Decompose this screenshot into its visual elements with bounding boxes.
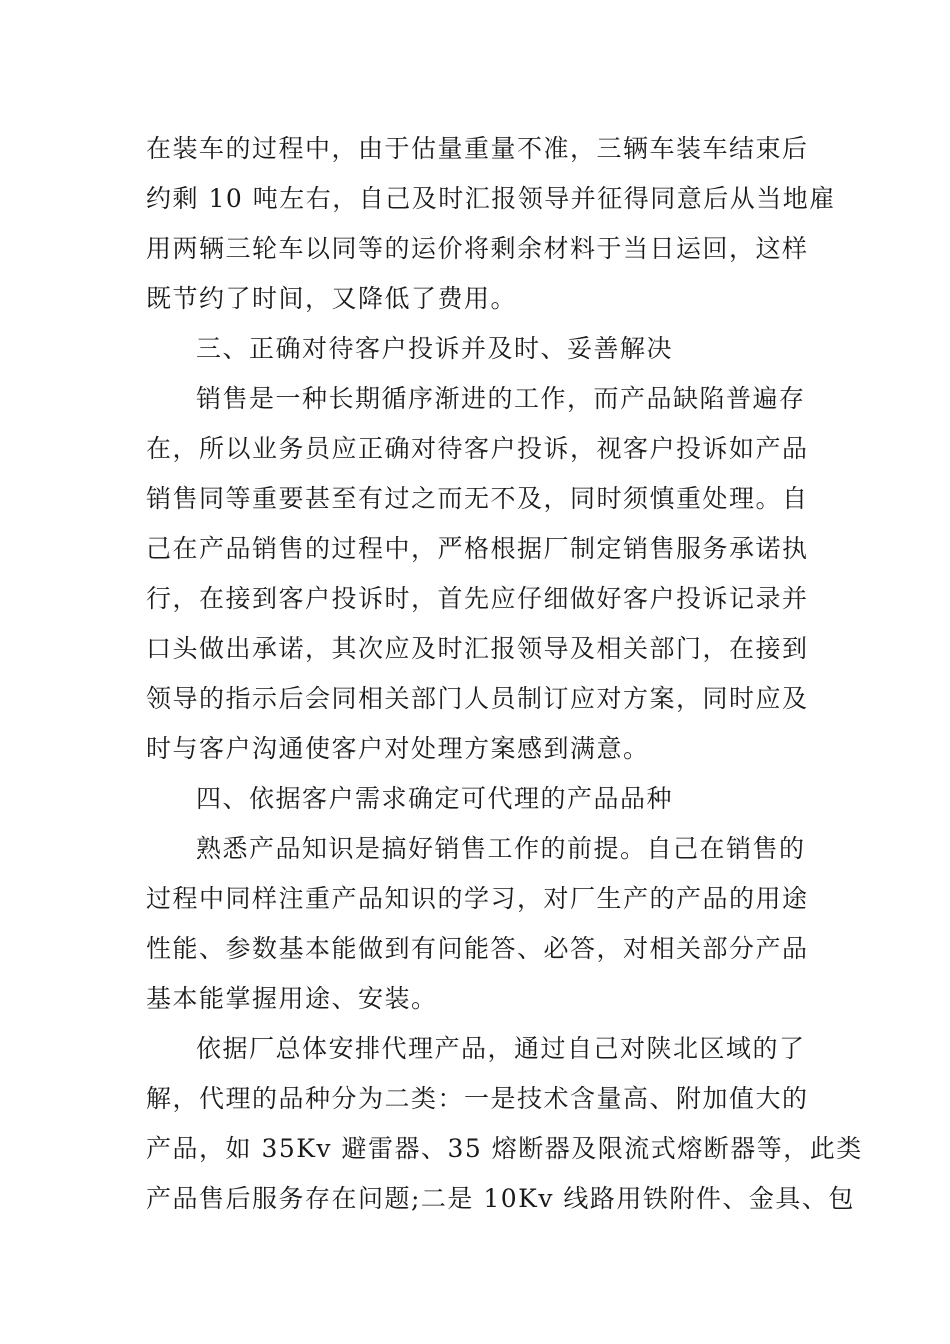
body-text-line: 在装车的过程中，由于估量重量不准，三辆车装车结束后 — [146, 134, 809, 163]
body-text-line: 时与客户沟通使客户对处理方案感到满意。 — [146, 734, 650, 763]
section-heading: 三、正确对待客户投诉并及时、妥善解决 — [196, 334, 674, 363]
body-text-line: 性能、参数基本能做到有问能答、必答，对相关部分产品 — [146, 934, 809, 963]
body-text-line: 熟悉产品知识是搞好销售工作的前提。自己在销售的 — [196, 834, 806, 863]
body-text-line: 用两辆三轮车以同等的运价将剩余材料于当日运回，这样 — [146, 234, 809, 263]
body-text-line: 产品售后服务存在问题;二是 10Kv 线路用铁附件、金具、包 — [146, 1184, 855, 1213]
body-text-line: 解，代理的品种分为二类：一是技术含量高、附加值大的 — [146, 1084, 809, 1113]
body-text-line: 过程中同样注重产品知识的学习，对厂生产的产品的用途 — [146, 884, 809, 913]
body-text-line: 既节约了时间，又降低了费用。 — [146, 284, 518, 313]
body-text-line: 在，所以业务员应正确对待客户投诉，视客户投诉如产品 — [146, 434, 809, 463]
body-text-line: 口头做出承诺，其次应及时汇报领导及相关部门，在接到 — [146, 634, 809, 663]
body-text-line: 行，在接到客户投诉时，首先应仔细做好客户投诉记录并 — [146, 584, 809, 613]
section-heading: 四、依据客户需求确定可代理的产品品种 — [196, 784, 674, 813]
body-text-line: 己在产品销售的过程中，严格根据厂制定销售服务承诺执 — [146, 534, 809, 563]
body-text-line: 基本能掌握用途、安装。 — [146, 984, 438, 1013]
body-text-line: 约剩 10 吨左右，自己及时汇报领导并征得同意后从当地雇 — [146, 184, 836, 213]
body-text-line: 领导的指示后会同相关部门人员制订应对方案，同时应及 — [146, 684, 809, 713]
body-text-line: 销售同等重要甚至有过之而无不及，同时须慎重处理。自 — [146, 484, 809, 513]
body-text-line: 产品，如 35Kv 避雷器、35 熔断器及限流式熔断器等，此类 — [146, 1134, 863, 1163]
body-text-line: 销售是一种长期循序渐进的工作，而产品缺陷普遍存 — [196, 384, 806, 413]
body-text-line: 依据厂总体安排代理产品，通过自己对陕北区域的了 — [196, 1034, 806, 1063]
